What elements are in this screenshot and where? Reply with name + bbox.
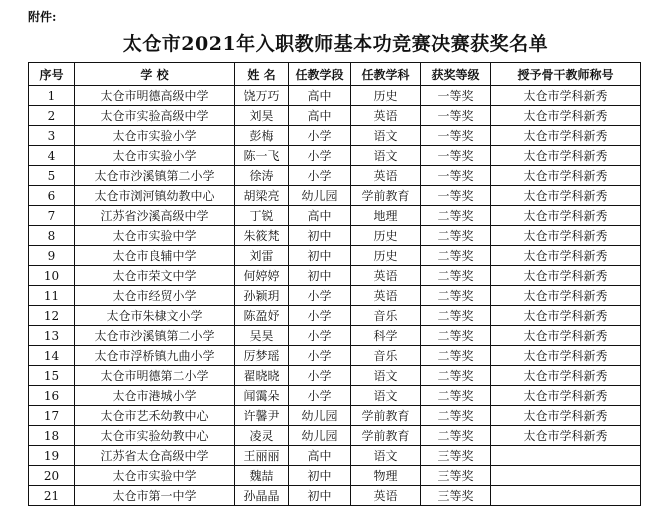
table-header-row [29, 63, 641, 86]
table-row [29, 146, 641, 166]
cell-index: 7 [29, 206, 75, 226]
cell-award-level: 二等奖 [421, 366, 491, 386]
cell-title-granted: 太仓市学科新秀 [491, 286, 641, 306]
cell-name: 丁锐 [235, 206, 289, 226]
cell-subject: 英语 [351, 266, 421, 286]
cell-school: 太仓市经贸小学 [75, 286, 235, 306]
cell-name: 厉梦瑶 [235, 346, 289, 366]
cell-name: 胡梁亮 [235, 186, 289, 206]
cell-name: 朱筱梵 [235, 226, 289, 246]
cell-subject: 英语 [351, 486, 421, 506]
cell-index: 17 [29, 406, 75, 426]
table-row [29, 466, 641, 486]
cell-name: 吴昊 [235, 326, 289, 346]
cell-title-granted: 太仓市学科新秀 [491, 386, 641, 406]
cell-subject: 历史 [351, 246, 421, 266]
cell-index: 9 [29, 246, 75, 266]
cell-award-level: 一等奖 [421, 146, 491, 166]
cell-name: 何婷婷 [235, 266, 289, 286]
cell-school: 太仓市浮桥镇九曲小学 [75, 346, 235, 366]
cell-index: 2 [29, 106, 75, 126]
cell-subject: 英语 [351, 286, 421, 306]
table-row [29, 246, 641, 266]
cell-award-level: 二等奖 [421, 346, 491, 366]
cell-subject: 历史 [351, 86, 421, 106]
cell-name: 徐涛 [235, 166, 289, 186]
cell-index: 5 [29, 166, 75, 186]
cell-subject: 地理 [351, 206, 421, 226]
cell-award-level: 一等奖 [421, 86, 491, 106]
cell-school: 江苏省沙溪高级中学 [75, 206, 235, 226]
cell-school: 太仓市明德第二小学 [75, 366, 235, 386]
cell-award-level: 一等奖 [421, 106, 491, 126]
cell-stage: 小学 [289, 366, 351, 386]
cell-school: 太仓市朱棣文小学 [75, 306, 235, 326]
cell-title-granted: 太仓市学科新秀 [491, 266, 641, 286]
cell-stage: 小学 [289, 166, 351, 186]
cell-award-level: 一等奖 [421, 186, 491, 206]
cell-school: 太仓市第一中学 [75, 486, 235, 506]
cell-award-level: 二等奖 [421, 246, 491, 266]
cell-school: 太仓市实验小学 [75, 126, 235, 146]
table-row [29, 186, 641, 206]
cell-subject: 语文 [351, 366, 421, 386]
table-row [29, 86, 641, 106]
header-school: 学 校 [75, 63, 235, 86]
cell-name: 王丽丽 [235, 446, 289, 466]
cell-subject: 音乐 [351, 346, 421, 366]
cell-award-level: 三等奖 [421, 486, 491, 506]
table-row [29, 406, 641, 426]
cell-award-level: 二等奖 [421, 386, 491, 406]
cell-school: 太仓市实验高级中学 [75, 106, 235, 126]
table-row [29, 486, 641, 506]
cell-award-level: 二等奖 [421, 426, 491, 446]
cell-name: 陈盈妤 [235, 306, 289, 326]
cell-stage: 小学 [289, 126, 351, 146]
cell-title-granted: 太仓市学科新秀 [491, 146, 641, 166]
cell-school: 太仓市良辅中学 [75, 246, 235, 266]
cell-title-granted [491, 486, 641, 506]
table-row [29, 306, 641, 326]
cell-school: 太仓市港城小学 [75, 386, 235, 406]
cell-index: 4 [29, 146, 75, 166]
table-row [29, 226, 641, 246]
cell-subject: 英语 [351, 106, 421, 126]
cell-school: 太仓市沙溪镇第二小学 [75, 166, 235, 186]
cell-index: 20 [29, 466, 75, 486]
cell-stage: 初中 [289, 466, 351, 486]
cell-index: 14 [29, 346, 75, 366]
cell-stage: 初中 [289, 246, 351, 266]
cell-award-level: 二等奖 [421, 326, 491, 346]
cell-title-granted: 太仓市学科新秀 [491, 246, 641, 266]
cell-stage: 幼儿园 [289, 426, 351, 446]
cell-title-granted: 太仓市学科新秀 [491, 126, 641, 146]
cell-subject: 历史 [351, 226, 421, 246]
header-stage: 任教学段 [289, 63, 351, 86]
table-row [29, 166, 641, 186]
cell-award-level: 三等奖 [421, 446, 491, 466]
cell-school: 太仓市实验中学 [75, 226, 235, 246]
cell-award-level: 一等奖 [421, 166, 491, 186]
header-subject: 任教学科 [351, 63, 421, 86]
cell-title-granted [491, 466, 641, 486]
table-row [29, 106, 641, 126]
cell-title-granted: 太仓市学科新秀 [491, 346, 641, 366]
cell-stage: 高中 [289, 106, 351, 126]
cell-stage: 小学 [289, 386, 351, 406]
cell-subject: 学前教育 [351, 426, 421, 446]
cell-stage: 幼儿园 [289, 406, 351, 426]
cell-subject: 物理 [351, 466, 421, 486]
cell-subject: 学前教育 [351, 406, 421, 426]
table-row [29, 286, 641, 306]
table-row [29, 126, 641, 146]
cell-award-level: 二等奖 [421, 226, 491, 246]
cell-stage: 高中 [289, 446, 351, 466]
cell-index: 21 [29, 486, 75, 506]
cell-title-granted: 太仓市学科新秀 [491, 366, 641, 386]
table-body [29, 86, 641, 506]
header-index: 序号 [29, 63, 75, 86]
cell-stage: 小学 [289, 306, 351, 326]
cell-index: 19 [29, 446, 75, 466]
cell-stage: 小学 [289, 326, 351, 346]
cell-subject: 学前教育 [351, 186, 421, 206]
cell-award-level: 二等奖 [421, 206, 491, 226]
cell-name: 孙颖玥 [235, 286, 289, 306]
cell-name: 闻霭朵 [235, 386, 289, 406]
cell-name: 陈一飞 [235, 146, 289, 166]
document-title: 太仓市2021年入职教师基本功竞赛决赛获奖名单 [122, 33, 549, 55]
cell-stage: 高中 [289, 86, 351, 106]
cell-stage: 小学 [289, 146, 351, 166]
cell-title-granted [491, 446, 641, 466]
cell-subject: 音乐 [351, 306, 421, 326]
header-award-level: 获奖等级 [421, 63, 491, 86]
cell-index: 1 [29, 86, 75, 106]
cell-index: 10 [29, 266, 75, 286]
cell-title-granted: 太仓市学科新秀 [491, 306, 641, 326]
cell-stage: 初中 [289, 266, 351, 286]
cell-index: 3 [29, 126, 75, 146]
cell-title-granted: 太仓市学科新秀 [491, 186, 641, 206]
cell-school: 太仓市明德高级中学 [75, 86, 235, 106]
cell-name: 刘昊 [235, 106, 289, 126]
cell-award-level: 二等奖 [421, 266, 491, 286]
cell-award-level: 二等奖 [421, 286, 491, 306]
cell-award-level: 一等奖 [421, 126, 491, 146]
cell-title-granted: 太仓市学科新秀 [491, 106, 641, 126]
header-name: 姓 名 [235, 63, 289, 86]
cell-stage: 初中 [289, 486, 351, 506]
cell-index: 6 [29, 186, 75, 206]
cell-name: 凌灵 [235, 426, 289, 446]
cell-index: 15 [29, 366, 75, 386]
cell-index: 16 [29, 386, 75, 406]
cell-school: 太仓市荣文中学 [75, 266, 235, 286]
cell-school: 太仓市实验中学 [75, 466, 235, 486]
cell-name: 孙晶晶 [235, 486, 289, 506]
cell-stage: 小学 [289, 286, 351, 306]
cell-index: 11 [29, 286, 75, 306]
cell-school: 太仓市浏河镇幼教中心 [75, 186, 235, 206]
cell-title-granted: 太仓市学科新秀 [491, 326, 641, 346]
cell-title-granted: 太仓市学科新秀 [491, 206, 641, 226]
cell-title-granted: 太仓市学科新秀 [491, 86, 641, 106]
cell-school: 太仓市实验幼教中心 [75, 426, 235, 446]
cell-title-granted: 太仓市学科新秀 [491, 166, 641, 186]
cell-name: 许馨尹 [235, 406, 289, 426]
table-row [29, 266, 641, 286]
table-row [29, 206, 641, 226]
table-row [29, 446, 641, 466]
cell-index: 12 [29, 306, 75, 326]
cell-subject: 英语 [351, 166, 421, 186]
cell-name: 刘雷 [235, 246, 289, 266]
cell-index: 8 [29, 226, 75, 246]
cell-stage: 小学 [289, 346, 351, 366]
cell-school: 江苏省太仓高级中学 [75, 446, 235, 466]
cell-title-granted: 太仓市学科新秀 [491, 406, 641, 426]
cell-subject: 语文 [351, 386, 421, 406]
cell-index: 13 [29, 326, 75, 346]
attachment-label: 附件: [28, 10, 57, 24]
cell-name: 翟晓晓 [235, 366, 289, 386]
cell-school: 太仓市沙溪镇第二小学 [75, 326, 235, 346]
cell-index: 18 [29, 426, 75, 446]
cell-subject: 语文 [351, 126, 421, 146]
cell-award-level: 三等奖 [421, 466, 491, 486]
cell-school: 太仓市艺禾幼教中心 [75, 406, 235, 426]
table-row [29, 366, 641, 386]
table-row [29, 426, 641, 446]
award-table [28, 62, 641, 506]
table-row [29, 386, 641, 406]
cell-stage: 高中 [289, 206, 351, 226]
cell-award-level: 二等奖 [421, 406, 491, 426]
cell-award-level: 二等奖 [421, 306, 491, 326]
cell-name: 魏喆 [235, 466, 289, 486]
cell-subject: 语文 [351, 446, 421, 466]
cell-stage: 初中 [289, 226, 351, 246]
table-row [29, 326, 641, 346]
cell-title-granted: 太仓市学科新秀 [491, 426, 641, 446]
cell-school: 太仓市实验小学 [75, 146, 235, 166]
cell-subject: 语文 [351, 146, 421, 166]
cell-name: 饶万巧 [235, 86, 289, 106]
cell-stage: 幼儿园 [289, 186, 351, 206]
header-title-granted: 授予骨干教师称号 [491, 63, 641, 86]
cell-subject: 科学 [351, 326, 421, 346]
cell-name: 彭梅 [235, 126, 289, 146]
cell-title-granted: 太仓市学科新秀 [491, 226, 641, 246]
table-row [29, 346, 641, 366]
